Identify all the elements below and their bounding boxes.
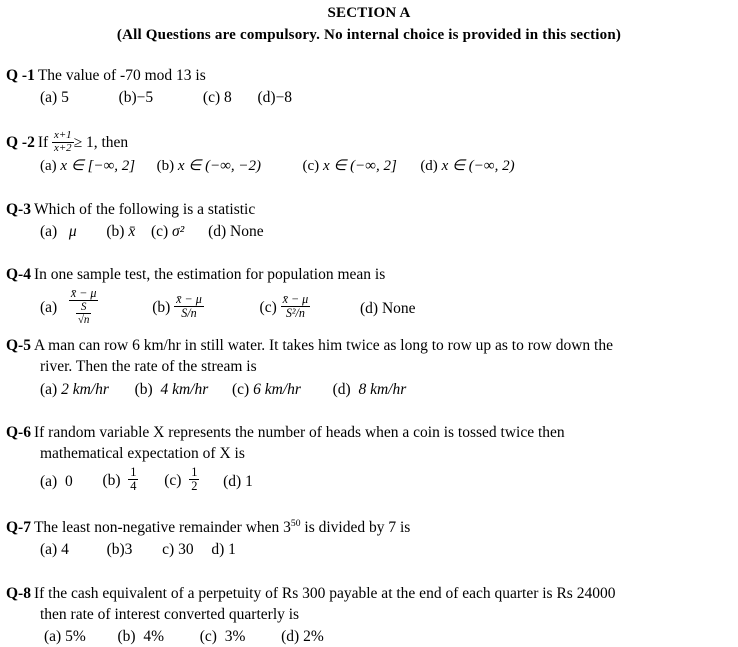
option-a-tag: (a) <box>40 223 58 241</box>
option-a[interactable] <box>44 625 86 647</box>
option-d[interactable] <box>281 625 324 647</box>
question-7-text-before: The least non-negative remainder when 3 <box>33 518 291 536</box>
fraction-denominator <box>69 301 99 326</box>
option-d-tag: (d) <box>208 223 227 241</box>
question-2 <box>6 131 734 177</box>
option-b-value: −5 <box>136 89 154 107</box>
question-5-options <box>40 377 734 399</box>
option-d[interactable] <box>420 156 514 177</box>
question-5 <box>6 335 734 399</box>
option-a-value: 5 <box>61 89 69 107</box>
question-1-label: Q -1 <box>6 67 35 84</box>
nested-denominator: √n <box>77 314 90 327</box>
option-a[interactable] <box>40 538 69 560</box>
question-5-label: Q-5 <box>6 337 31 355</box>
option-b[interactable] <box>102 464 138 495</box>
option-a-tag: (a) <box>40 472 58 490</box>
option-d-value: None <box>381 299 416 317</box>
option-b[interactable] <box>106 220 135 242</box>
question-7-text-after: is divided by 7 is <box>300 518 411 536</box>
question-5-text-line1: A man can row 6 km/hr in still water. It takes him twice as long to row up as to row down the <box>33 337 613 355</box>
option-b[interactable] <box>119 86 154 108</box>
question-7-options <box>40 538 734 560</box>
question-8-text-line1: If the cash equivalent of a perpetuity of Rs 300 payable at the end of each quarter is Rs 24000 <box>33 584 616 602</box>
option-c-tag: (c) <box>150 223 169 241</box>
option-b-tag: (b) <box>117 628 136 646</box>
option-d-value: 2% <box>303 628 324 646</box>
option-a-value: x ∈ [−∞, 2] <box>60 157 136 174</box>
fraction-denominator: 2 <box>191 479 198 494</box>
option-b-value: x ∈ (−∞, −2) <box>177 157 262 174</box>
option-d-tag: (d) <box>420 157 438 174</box>
option-c-fraction <box>189 466 199 494</box>
option-a[interactable] <box>40 220 77 242</box>
option-d[interactable] <box>360 297 416 319</box>
option-b-tag: (b) <box>106 540 125 558</box>
option-b[interactable] <box>135 378 209 400</box>
option-d-tag: (d) <box>281 628 300 646</box>
question-8-text-line2: then rate of interest converted quarterly is <box>40 605 300 623</box>
fraction-numerator: x+1 <box>54 129 72 142</box>
question-3-stem <box>6 199 734 220</box>
option-b-value: 4% <box>143 628 164 646</box>
option-d-tag: (d) <box>257 89 276 107</box>
question-6 <box>6 422 734 495</box>
option-b-tag: (b) <box>102 472 121 490</box>
question-6-stem-line1 <box>6 422 734 443</box>
option-d-value: 8 km/hr <box>358 380 407 398</box>
option-b-tag: (b) <box>118 89 137 107</box>
option-d-tag: (d) <box>223 472 242 490</box>
option-a[interactable] <box>40 288 98 327</box>
option-b-tag: (b) <box>106 223 125 241</box>
question-6-text-line1: If random variable X represents the number of heads when a coin is tossed twice then <box>33 423 565 441</box>
option-a-tag: (a) <box>40 540 58 558</box>
option-c[interactable] <box>164 464 199 495</box>
section-heading <box>0 0 738 45</box>
option-d-value: −8 <box>275 89 293 107</box>
option-c[interactable] <box>260 294 311 321</box>
option-d-tag: (d) <box>359 299 379 317</box>
question-2-label: Q -2 <box>6 134 35 152</box>
question-8-label: Q-8 <box>6 584 31 602</box>
question-3-text: Which of the following is a statistic <box>33 200 256 218</box>
question-8-stem-line1 <box>6 583 734 604</box>
option-a[interactable] <box>40 86 69 108</box>
section-title: SECTION A <box>327 5 411 21</box>
option-c-tag: (c) <box>232 380 250 398</box>
question-2-text-before: If <box>37 134 49 152</box>
option-d[interactable] <box>333 378 407 400</box>
option-a-tag: (a) <box>44 628 62 646</box>
option-c-tag: (c) <box>302 157 320 174</box>
option-d[interactable] <box>257 86 292 108</box>
question-1-text: The value of -70 mod 13 is <box>37 67 206 84</box>
question-2-stem <box>6 131 734 155</box>
question-1 <box>6 65 734 108</box>
option-b[interactable] <box>157 156 261 177</box>
question-4-label: Q-4 <box>6 266 31 284</box>
section-subtitle: (All Questions are compulsory. No internal choice is provided in this section) <box>116 27 622 43</box>
fraction-denominator: S²/n <box>285 306 305 321</box>
option-c-tag: (c) <box>164 472 182 490</box>
question-6-text-line2: mathematical expectation of X is <box>40 444 245 462</box>
fraction-numerator: x̄ − μ <box>176 292 202 307</box>
question-3-options <box>40 220 734 242</box>
option-a-tag: (a) <box>40 157 57 174</box>
nested-numerator: S <box>76 301 92 314</box>
option-b-fraction <box>128 466 138 494</box>
option-d[interactable] <box>208 220 264 242</box>
question-7-label: Q-7 <box>6 518 31 536</box>
question-2-text-after: ≥ 1, then <box>73 134 129 152</box>
option-c-value: 3% <box>224 628 246 646</box>
option-b-value: 3 <box>124 540 133 558</box>
question-2-options <box>40 156 734 177</box>
fraction-numerator: x̄ − μ <box>70 286 97 301</box>
option-d-value: x ∈ (−∞, 2) <box>441 157 515 174</box>
option-d-value: 1 <box>228 540 236 558</box>
fraction-numerator: x̄ − μ <box>282 292 309 307</box>
question-3 <box>6 199 734 242</box>
option-c-value: 30 <box>178 540 194 558</box>
question-7 <box>6 517 734 560</box>
fraction-numerator: 1 <box>191 464 198 479</box>
question-4 <box>6 264 734 327</box>
question-4-text: In one sample test, the estimation for population mean is <box>33 266 386 284</box>
option-c-value: 8 <box>223 89 232 107</box>
option-a[interactable] <box>40 470 73 492</box>
option-d-tag: d) <box>211 540 225 558</box>
question-4-stem <box>6 264 734 285</box>
option-d[interactable] <box>211 538 236 560</box>
option-c-tag: (c) <box>199 628 217 646</box>
question-6-options <box>40 464 734 495</box>
fraction-denominator: x+2 <box>54 142 72 155</box>
option-c-tag: (c) <box>259 299 277 317</box>
question-7-exponent: 50 <box>290 517 301 529</box>
option-b-fraction <box>174 293 204 320</box>
option-c[interactable] <box>232 378 301 400</box>
question-5-stem-line1 <box>6 335 734 356</box>
option-d-tag: (d) <box>332 380 351 398</box>
question-2-fraction <box>52 130 74 154</box>
option-a-value: 0 <box>64 472 73 490</box>
fraction-numerator: 1 <box>130 464 137 479</box>
question-8-options <box>44 625 734 647</box>
option-b[interactable] <box>118 625 165 647</box>
option-c[interactable] <box>162 538 193 560</box>
option-b-tag: (b) <box>134 380 153 398</box>
option-c[interactable] <box>151 220 184 242</box>
question-7-stem <box>6 517 734 538</box>
option-b-tag: (b) <box>152 299 171 317</box>
option-a-value: 5% <box>65 628 86 646</box>
option-a-value: 2 km/hr <box>61 380 109 398</box>
question-1-options <box>40 86 734 108</box>
nested-fraction <box>76 301 92 326</box>
option-b-value: 4 km/hr <box>160 380 209 398</box>
option-c-fraction <box>281 293 311 320</box>
option-d[interactable] <box>223 470 253 492</box>
option-c-tag: (c) <box>202 89 221 107</box>
fraction-denominator: S/n <box>181 306 197 321</box>
fraction-denominator: 4 <box>130 479 137 494</box>
question-3-label: Q-3 <box>6 200 31 218</box>
option-c-value: 6 km/hr <box>253 380 301 398</box>
option-a-fraction <box>69 287 99 326</box>
option-b-value: x̄ <box>128 223 136 241</box>
option-a-value: μ <box>68 223 77 241</box>
option-d-value: None <box>230 223 264 241</box>
option-b[interactable] <box>152 294 204 321</box>
question-6-label: Q-6 <box>6 423 31 441</box>
option-b[interactable] <box>107 538 133 560</box>
option-a-tag: (a) <box>40 380 58 398</box>
option-c[interactable] <box>303 156 397 177</box>
option-a[interactable] <box>40 378 109 400</box>
option-a-tag: (a) <box>40 89 58 107</box>
option-c-tag: c) <box>162 540 175 558</box>
option-b-tag: (b) <box>156 157 175 174</box>
option-a[interactable] <box>40 156 135 177</box>
option-c[interactable] <box>200 625 246 647</box>
option-a-tag: (a) <box>40 299 58 317</box>
option-d-value: 1 <box>245 472 253 490</box>
option-c-value: σ² <box>172 223 185 241</box>
question-4-options <box>40 288 734 327</box>
option-a-value: 4 <box>61 540 69 558</box>
question-8 <box>6 583 734 647</box>
question-5-text-line2: river. Then the rate of the stream is <box>40 358 257 376</box>
question-1-stem <box>6 65 734 86</box>
option-c-value: x ∈ (−∞, 2] <box>322 157 397 174</box>
option-c[interactable] <box>203 86 232 108</box>
